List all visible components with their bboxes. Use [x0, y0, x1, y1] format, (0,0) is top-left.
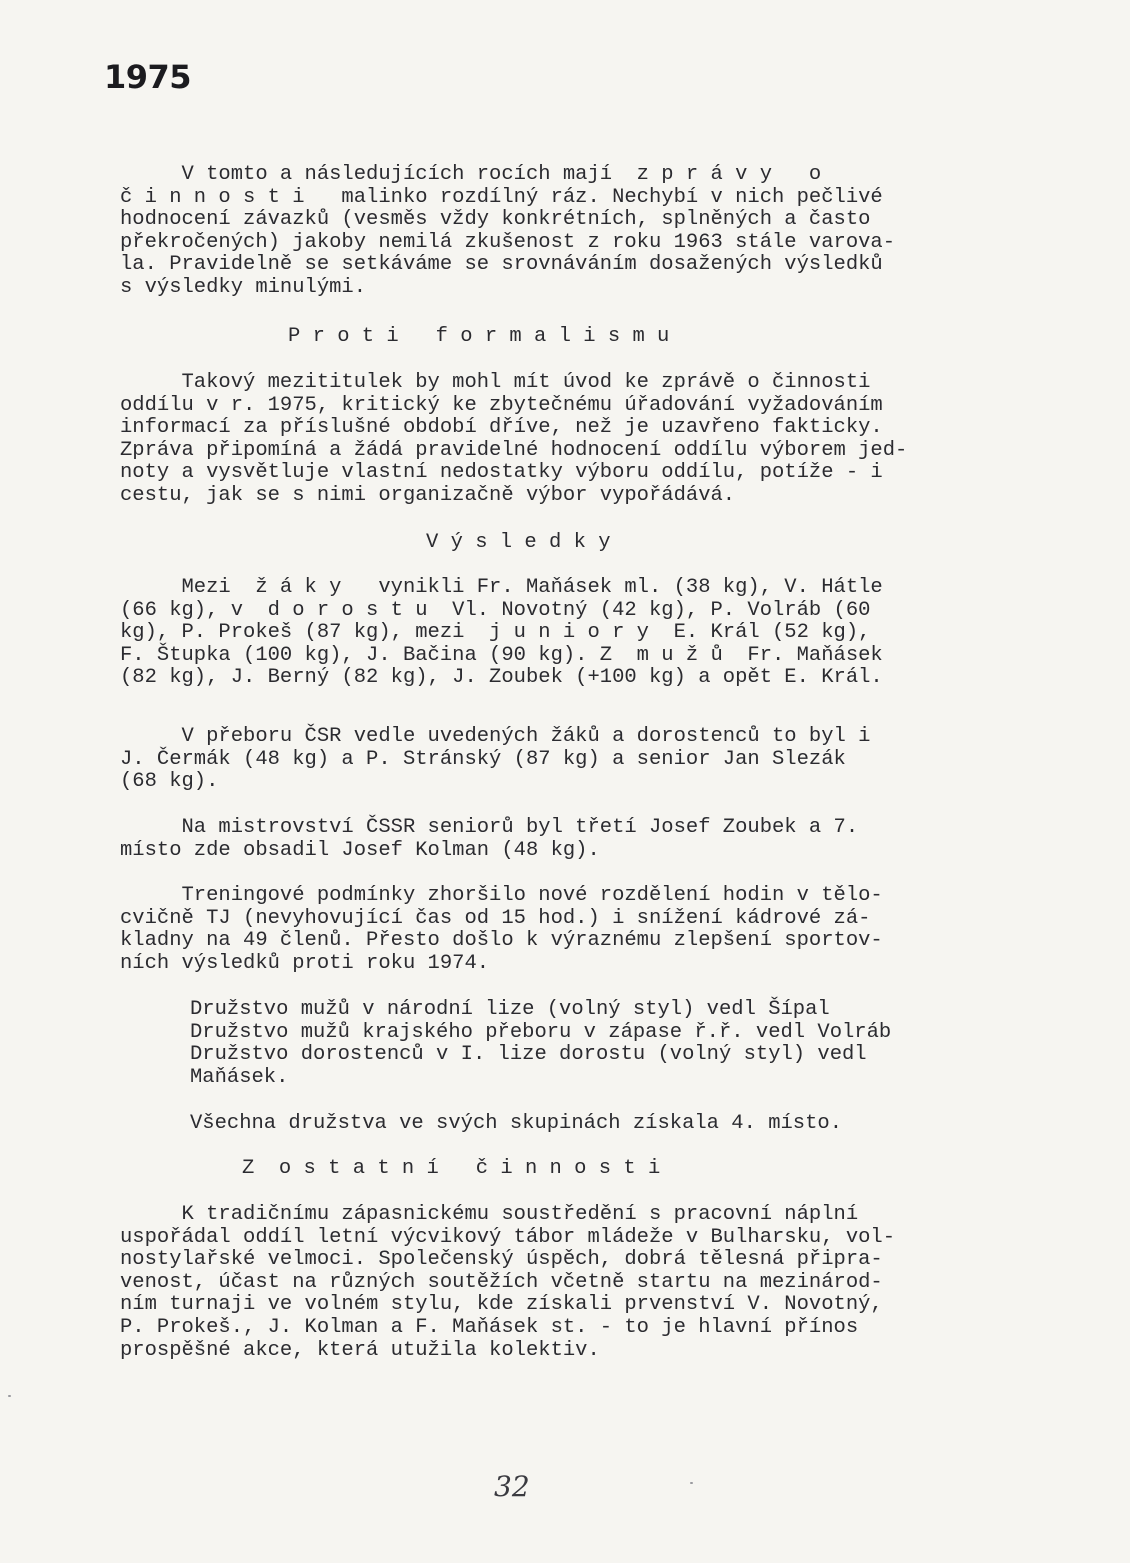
paper-speck [8, 1395, 11, 1397]
results-paragraph-youth: Mezi ž á k y vynikli Fr. Maňásek ml. (38 kg), V. Hátle (66 kg), v d o r o s t u Vl. Novotný (42 kg), P. Volráb (60 kg), P. Prokeš (87 kg), mezi j u n i o r y E. Král (52 kg), F. Štupka (100 kg), J. Bačina (90 kg). Z m u ž ů Fr. Maňásek (82 kg), J. Berný (82 kg), J. Zoubek (+100 kg) a opět E. Král. [120, 576, 883, 690]
intro-paragraph: V tomto a následujících rocích mají z p r á v y o č i n n o s t i malinko rozdílný ráz. Nechybí v nich pečlivé hodnocení závazků (vesměs vždy konkrétních, splněných a často překročených) jakoby nemilá zkušenost z roku 1963 stále varova- la. Pravidelně se setkáváme se srovnáváním dosažených výsledků s výsledky minulými. [120, 163, 896, 299]
other-activities-paragraph: K tradičnímu zápasnickému soustředění s pracovní náplní uspořádal oddíl letní výcvikový tábor mládeže v Bulharsku, vol- nostylařské velmoci. Společenský úspěch, dobrá tělesná připra- venost, účast na různých soutěžích včetně startu na mezinárod- ním turnaji ve volném stylu, kde získali prvenství V. Novotný, P. Prokeš., J. Kolman a F. Maňásek st. - to je hlavní přínos prospěšné akce, která utužila kolektiv. [120, 1203, 896, 1362]
results-paragraph-training: Treningové podmínky zhoršilo nové rozdělení hodin v tělo- cvičně TJ (nevyhovující čas od 15 hod.) i snížení kádrové zá- kladny na 49 členů. Přesto došlo k výraznému zlepšení sportov- ních výsledků proti roku 1974. [120, 884, 883, 975]
paper-speck [690, 1482, 693, 1484]
formalism-paragraph: Takový mezititulek by mohl mít úvod ke zprávě o činnosti oddílu v r. 1975, kritický ke zbytečnému úřadování vyžadováním informací za příslušné období dříve, než je uzavřeno fakticky. Zpráva připomíná a žádá pravidelné hodnocení oddílu výborem jed- noty a vysvětluje vlastní nedostatky výboru oddílu, potíže - i cestu, jak se s nimi organizačně výbor vypořádává. [120, 371, 908, 507]
teams-summary: Všechna družstva ve svých skupinách získala 4. místo. [190, 1112, 843, 1135]
page-number: 32 [494, 1470, 530, 1503]
section-heading-results: V ý s l e d k y [426, 531, 611, 554]
section-heading-formalism: P r o t i f o r m a l i s m u [288, 325, 670, 348]
section-heading-other-activities: Z o s t a t n í č i n n o s t i [242, 1157, 661, 1180]
teams-list: Družstvo mužů v národní lize (volný styl) vedl Šípal Družstvo mužů krajského přeboru v zápase ř.ř. vedl Volráb Družstvo dorostenců v I. lize dorostu (volný styl) vedl Maňásek. [190, 998, 892, 1089]
results-paragraph-seniors: Na mistrovství ČSSR seniorů byl třetí Josef Zoubek a 7. místo zde obsadil Josef Kolman (48 kg). [120, 816, 859, 862]
year-heading: 1975 [104, 58, 192, 96]
results-paragraph-championship: V přeboru ČSR vedle uvedených žáků a dorostenců to byl i J. Čermák (48 kg) a P. Stránský (87 kg) a senior Jan Slezák (68 kg). [120, 725, 871, 794]
